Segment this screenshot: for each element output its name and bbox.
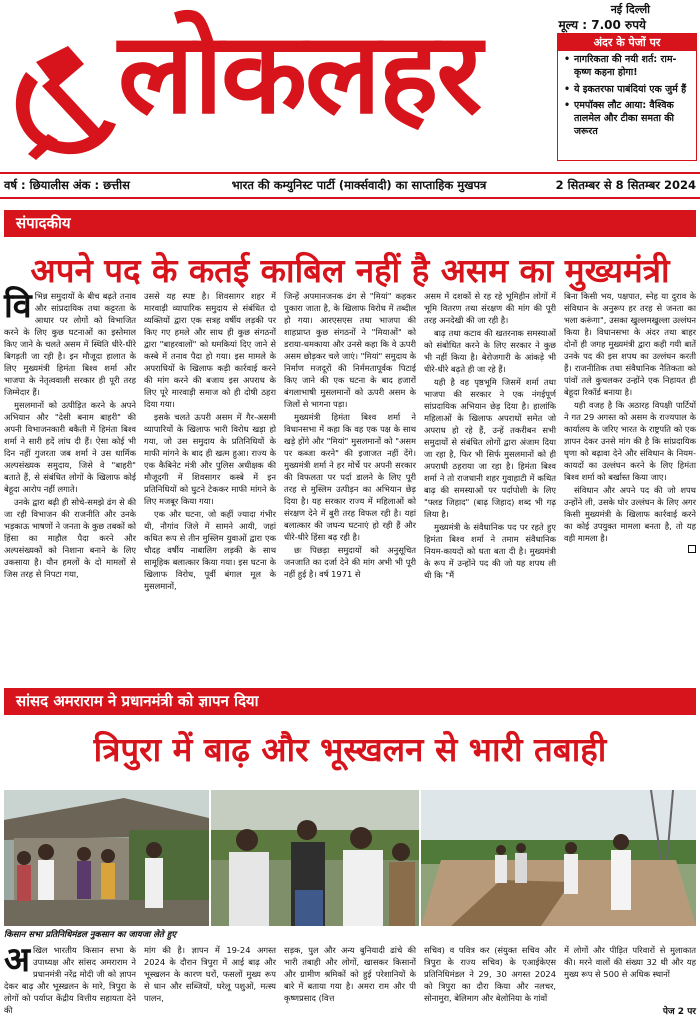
inside-pages-title: अंदर के पेजों पर [558, 34, 696, 51]
tripura-column: मांग की है। ज्ञापन में 19-24 अगस्त 2024 के दौरान त्रिपुरा में आई बाढ़ और भूस्खलन के कारण घरों, फसलों मुख्य रूप से धान और सब्जियों, घरेलू पशुओं, मत्स्य पालन, [144, 945, 276, 1004]
masthead [0, 0, 700, 172]
inside-item[interactable]: • नागरिकता की नयी शर्त: राम-कृष्ण कहना होगा! [564, 54, 677, 78]
volume-issue: वर्ष : छियालीस अंक : छत्तीस [4, 178, 130, 192]
dropcap: वि [4, 286, 32, 326]
inside-item[interactable]: • एमपॉक्स लौट आया: वैश्विक तालमेल और टीका समता की जरूरत [564, 100, 675, 138]
continued-on-page[interactable]: पेज 2 पर [662, 1007, 696, 1017]
editorial-column: उससे यह स्पष्ट है। शिवसागर शहर में मारवाड़ी व्यापारिक समुदाय से संबंधित दो व्यक्तियों द्वारा एक सत्रह वर्षीय लड़की पर किए गए हमले और साथ ही कुछ संगठनों द्वारा "बाहरवालों" को धमकियां दिए जाने से कस्बे में तनाव पैदा हो गया। इस मामले के अपराधियों के खिलाफ कड़ी कार्रवाई करने की मांग करने की बजाय इस अपराध के लिए पूरे मारवाड़ी समाज को ही दोषी ठहरा दिया गया। इसके चलते ऊपरी असम में गैर-असमी व्यापारियों के खिलाफ भारी विरोध खड़ा हो गया, जो उस समुदाय के प्रतिनिधियों के माफी मांगने के बाद ही खत्म हुआ। राज्य के एक कैबिनेट मंत्री और पुलिस अधीक्षक की मौजूदगी में शिवसागर कस्बे में इन प्रतिनिधियों को घुटने टेककर माफी मांगने के लिए मजबूर किया गया। एक और घटना, जो कहीं ज्यादा गंभीर थी, नौगांव जिले में सामने आयी, जहां कथित रूप से तीन मुस्लिम युवाओं द्वारा एक चौदह वर्षीय नाबालिग लड़की के साथ सामूहिक बलात्कार किया गया। इस घटना के खिलाफ विरोध, पूर्वी बंगाल मूल के मुसलमानों, [144, 291, 276, 592]
edition-city: नई दिल्ली [610, 3, 650, 16]
dropcap: अ [4, 940, 30, 980]
editorial-column: वि भिन्न समुदायों के बीच बढ़ते तनाव और सांप्रदायिक तथा कट्टरता के आधार पर लोगों को विभाजित करने के लिए कुछ घटनाओं का इस्तेमाल किए जाने के चलते असम में स्थिति धीरे-धीरे बिगड़ती जा रही है। इन मौजूदा हालात के लिए मुख्यमंत्री हिमंता बिश्व शर्मा और भाजपा के नेतृत्ववाली सरकार ही पूरी तरह जिम्मेदार हैं। मुसलमानों को उत्पीड़ित करने के अपने अभियान और "देसी बनाम बाहरी" की अपनी विभाजनकारी बकैती में हिमंता बिश्व शर्मा ने सारी हदें लांघ दी हैं। ऐसा कोई भी दिन नहीं गुजरता जब शर्मा ने उस धार्मिक अल्पसंख्यक समुदाय, जिसे वे "बाहरी" बताते हैं, से संबंधित लोगों के खिलाफ कोई बेहूदा आरोप नहीं लगाते। उनके द्वारा बढ़ी ही सोचे-समझे ढंग से की जा रही विभाजन की राजनीति और उनके भड़काऊ भाषणों ने जनता के कुछ तबकों को हिंसा का माहौल पैदा करने और अल्पसंख्यकों को निशाना बनाने के लिए उकसाया है। यौन हमलों के दो मामलों से जिस तरह से निपटा गया, [4, 286, 137, 580]
tripura-column: सड़क, पुल और अन्य बुनियादी ढांचे की भारी तबाही और लोगों, खासकर किसानों और ग्रामीण श्रमिकों को हुई परेशानियों के बारे में बताया गया है। अमरा राम और पी कृष्णप्रसाद (वित्त [284, 945, 416, 1004]
editorial-column: असम में दशकों से रह रहे भूमिहीन लोगों में भूमि वितरण तथा संरक्षण की मांग की पूरी तरह अनदेखी की जा रही है। बाढ़ तथा कटाव की खतरनाक समस्याओं को संबोधित करने के लिए सरकार ने कुछ भी नहीं किया है। बेरोजगारी के आंकड़े भी धीरे-धीरे बढ़ते ही जा रहे हैं। यही है वह पृष्ठभूमि जिसमें शर्मा तथा भाजपा की सरकार ने एक नंगईपूर्ण सांप्रदायिक अभियान छेड़ दिया है। हालांकि महिलाओं के खिलाफ अपराधों समेत जो अपराध हो रहे हैं, उन्हें तकरीबन सभी समुदायों से संबंधित लोगों द्वारा अंजाम दिया जा रहा है, फिर भी सिर्फ मुसलमानों को ही अपराधी ठहराया जा रहा है। हिमंता बिश्व शर्मा ने तो राजधानी शहर गुवाहाटी में कथित बाढ़ की समस्याओं पर पर्दापोशी के लिए "फ्लड जिहाद" (बाढ़ जिहाद) शब्द भी गढ़ लिया है। मुख्यमंत्री के संवैधानिक पद पर रहते हुए हिमंता बिश्व शर्मा ने तमाम संवैधानिक नियम-कायदों को धता बता दी है। मुख्यमंत्री के रूप में उन्होंने पद की जो यह शपथ ली थी कि "मैं [424, 291, 556, 581]
editorial-body [4, 286, 696, 672]
tripura-headline[interactable]: त्रिपुरा में बाढ़ और भूस्खलन से भारी तबाही [93, 730, 607, 769]
tripura-column: सचिव) व पवित्र कर (संयुक्त सचिव और त्रिपुरा के राज्य सचिव) के एआईकेएस प्रतिनिधिमंडल ने 29, 30 अगस्त 2024 को त्रिपुरा का दौरा किया और नलचर, सोनामुरा, बेलिमाग और बेलोनिया के गांवों [424, 945, 556, 1004]
photo-caption: किसान सभा प्रतिनिधिमंडल नुकसान का जायजा लेते हुए [4, 930, 177, 940]
section-banner-editorial: संपादकीय [4, 210, 696, 237]
issue-info-bar [0, 172, 700, 199]
inside-pages-list [558, 51, 696, 139]
tagline: भारत की कम्युनिस्ट पार्टी (मार्क्सवादी) का साप्ताहिक मुखपत्र [231, 178, 487, 192]
price: मूल्य : 7.00 रुपये [558, 18, 646, 32]
end-mark-icon [688, 545, 696, 553]
issue-date: 2 सितम्बर से 8 सितम्बर 2024 [555, 178, 696, 192]
photo-damaged-road [421, 790, 696, 926]
section-banner-memorandum: सांसद अमराराम ने प्रधानमंत्री को ज्ञापन दिया [4, 688, 696, 715]
photo-farmers-meeting [211, 790, 419, 926]
editorial-column: बिना किसी भय, पक्षपात, स्नेह या दुराव के संविधान के अनुरूप हर तरह से जनता का भला करूंगा", उसका खुल्लमखुल्ला उल्लंघन किया है। विधानसभा के अंदर तथा बाहर दोनों ही जगह मुख्यमंत्री द्वारा कही गयी बातें उनके पद की इस शपथ का उल्लंघन करती हैं। राजनीतिक तथा संवैधानिक नैतिकता को पांवों तले कुचलकर उन्होंने एक निहायत ही बेहूदा रिकॉर्ड बनाया है। यही वजह है कि अठारह विपक्षी पार्टियों ने गत 29 अगस्त को असम के राज्यपाल के कार्यालय के जरिए भारत के राष्ट्रपति को एक ज्ञापन देकर उनसे मांग की है कि सांप्रदायिक घृणा को बढ़ावा देने और संविधान के नियम-कायदों का उल्लंघन करने के लिए हिमंता बिश्व शर्मा को बर्खास्त किया जाए। संविधान और अपने पद की जो शपथ उन्होंने ली, उसके घोर उल्लंघन के लिए अगर किसी मुख्यमंत्री के खिलाफ कार्रवाई करने का कोई उपयुक्त मामला बनता है, तो यह वही मामला है। [564, 290, 696, 672]
hammer-sickle-icon [8, 42, 120, 160]
tripura-column: में लोगों और पीड़ित परिवारों से मुलाकात की। मरने वालों की संख्या 32 थी और यह मुख्य रूप से 500 से अधिक स्थानों [564, 945, 696, 980]
photo-house-visit [4, 790, 209, 926]
tripura-column: अ खिल भारतीय किसान सभा के उपाध्यक्ष और सांसद अमराराम ने प्रधानमंत्री नरेंद्र मोदी जी को ज्ञापन देकर बाढ़ और भूस्खलन के मारे, त्रिपुरा के लोगों को पर्याप्त केंद्रीय वित्तीय सहायता देने की [4, 940, 136, 1016]
inside-pages-box [557, 33, 697, 161]
editorial-column: जिन्हें अपमानजनक ढंग से "मियां" कहकर पुकारा जाता है, के खिलाफ विरोध में तब्दील हो गया। आरएसएस तथा भाजपा की शाहप्राप्त कुछ संगठनों ने "मियाओं" को डराया-धमकाया और उनसे कहा कि वे ऊपरी असम छोड़कर चले जाएं। "मियां" समुदाय के निर्माण मजदूरों की निर्ममतापूर्वक पिटाई किए जाने की एक घटना के बाद हजारों बंगलाभाषी मुसलमानों को ऊपरी असम के जिलों से भागना पड़ा। मुख्यमंत्री हिमंता बिश्व शर्मा ने विधानसभा में कहा कि वह एक पक्ष के साथ खड़े होंगे और "मियां" मुसलमानों को "असम पर कब्जा करने" की इजाजत नहीं देंगे। मुख्यमंत्री शर्मा ने हर मोर्चे पर अपनी सरकार की विफलता पर पर्दा डालने के लिए पूरी तरह से मुस्लिम उत्पीड़न का अभियान छेड़ दिया है। यह सरकार राज्य में महिलाओं को संरक्षण देने में बुरी तरह विफल रही है। यहां बलात्कार की जघन्य घटनाएं हो रही हैं और धीरे-धीरे हिंसा बढ़ रही है। छः पिछड़ा समुदायों को अनुसूचित जनजाति का दर्जा देने की मांग अभी भी पूरी नहीं हुई है। वर्ष 1971 से [284, 291, 416, 580]
inside-item[interactable]: • ये इकतरफा पाबंदियां एक जुर्म हैं [564, 83, 687, 95]
editorial-headline[interactable]: अपने पद के कतई काबिल नहीं है असम का मुख्यमंत्री [30, 251, 670, 290]
brand-title: लोकलहर [118, 9, 481, 139]
